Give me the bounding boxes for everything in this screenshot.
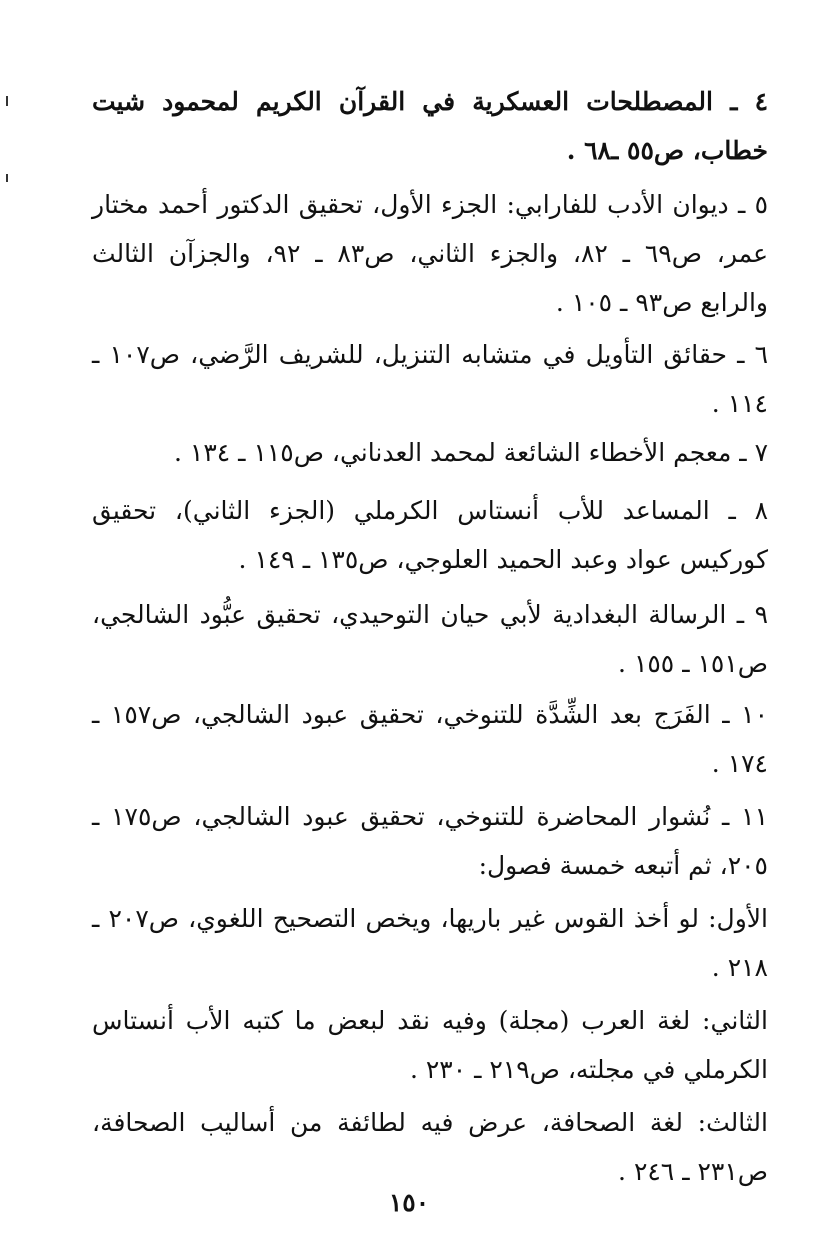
list-item-9 bbox=[92, 590, 768, 688]
list-item-text: ٦ ـ حقائق التأويل في متشابه التنزيل، للشريف الرَّضي، ص١٠٧ ـ ١١٤ . bbox=[92, 340, 768, 418]
list-item-text: ٧ ـ معجم الأخطاء الشائعة لمحمد العدناني، ص١١٥ ـ ١٣٤ . bbox=[174, 438, 768, 467]
list-item-text: ٤ ـ المصطلحات العسكرية في القرآن الكريم لمحمود شيت خطاب، ص٥٥ ـ٦٨ . bbox=[92, 87, 768, 165]
list-item-text: ١٠ ـ الفَرَج بعد الشِّدَّة للتنوخي، تحقيق عبود الشالجي، ص١٥٧ ـ ١٧٤ . bbox=[92, 700, 768, 778]
list-item-text: ٨ ـ المساعد للأب أنستاس الكرملي (الجزء الثاني)، تحقيق كوركيس عواد وعبد الحميد العلوجي، ص١٣٥ ـ ١٤٩ . bbox=[92, 496, 768, 574]
list-item-text: ١١ ـ نُشوار المحاضرة للتنوخي، تحقيق عبود الشالجي، ص١٧٥ ـ ٢٠٥، ثم أتبعه خمسة فصول: bbox=[92, 802, 768, 880]
list-item-text: الأول: لو أخذ القوس غير باريها، ويخص التصحيح اللغوي، ص٢٠٧ ـ ٢١٨ . bbox=[92, 904, 768, 982]
page-edge-mark bbox=[6, 96, 8, 106]
list-item-text: ٥ ـ ديوان الأدب للفارابي: الجزء الأول، تحقيق الدكتور أحمد مختار عمر، ص٦٩ ـ ٨٢، والجزء الثاني، ص٨٣ ـ ٩٢، والجزآن الثالث والرابع ص٩٣ ـ ١٠٥ . bbox=[92, 190, 769, 317]
list-item-text: ٩ ـ الرسالة البغدادية لأبي حيان التوحيدي، تحقيق عبُّود الشالجي، ص١٥١ ـ ١٥٥ . bbox=[92, 600, 768, 678]
list-item-text: الثاني: لغة العرب (مجلة) وفيه نقد لبعض ما كتبه الأب أنستاس الكرملي في مجلته، ص٢١٩ ـ ٢٣٠ . bbox=[92, 1006, 768, 1084]
chapter-second bbox=[92, 996, 768, 1094]
chapter-first bbox=[92, 894, 768, 992]
list-item-8 bbox=[92, 486, 768, 584]
list-item-10 bbox=[92, 690, 768, 788]
list-item-11 bbox=[92, 792, 768, 890]
chapter-third bbox=[92, 1098, 768, 1196]
list-item-5 bbox=[92, 180, 768, 327]
list-item-text: الثالث: لغة الصحافة، عرض فيه لطائفة من أساليب الصحافة، ص٢٣١ ـ ٢٤٦ . bbox=[92, 1108, 768, 1186]
list-item-6 bbox=[92, 330, 768, 428]
list-item-7 bbox=[92, 428, 768, 477]
page-number: ١٥٠ bbox=[388, 1188, 430, 1217]
page-edge-mark bbox=[6, 174, 8, 182]
list-item-4 bbox=[92, 77, 768, 175]
